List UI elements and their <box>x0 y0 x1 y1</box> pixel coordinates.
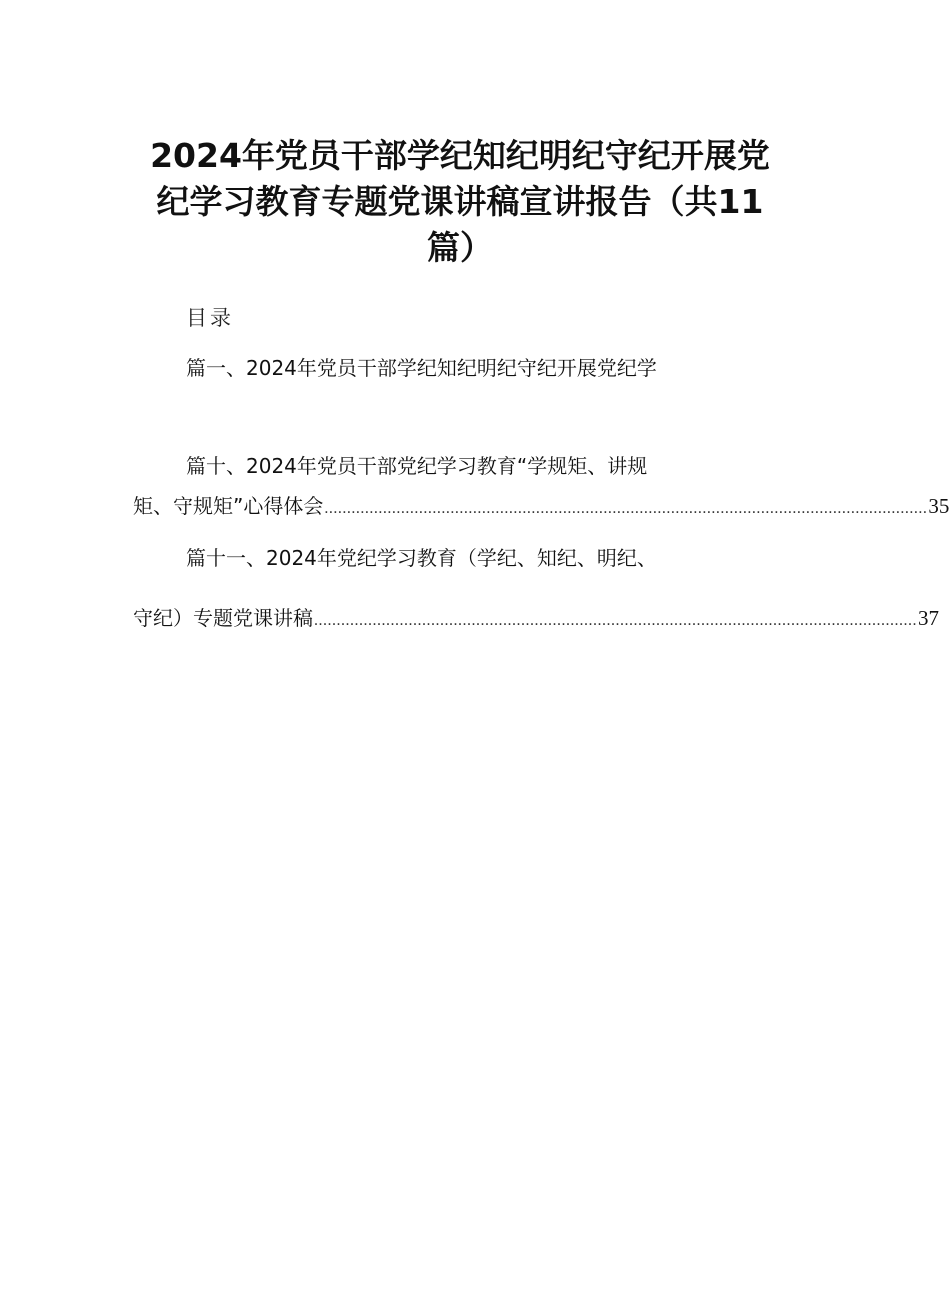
toc-entry-10-page: 35 <box>928 494 949 518</box>
toc-entry-10-line-2[interactable] <box>133 491 949 521</box>
toc-entry-11-line-2[interactable] <box>133 603 939 633</box>
toc-entry-11-text: 守纪）专题党课讲稿 <box>133 606 313 630</box>
toc-entry-11-line-1[interactable]: 篇十一、2024年党纪学习教育（学纪、知纪、明纪、 <box>186 546 657 570</box>
toc-entry-10-line-1[interactable]: 篇十、2024年党员干部党纪学习教育“学规矩、讲规 <box>186 454 648 478</box>
toc-entry-1[interactable]: 篇一、2024年党员干部学纪知纪明纪守纪开展党纪学 <box>186 356 657 380</box>
toc-entry-11-page: 37 <box>918 606 939 630</box>
toc-heading: 目录 <box>186 306 234 330</box>
toc-entry-10-leader: ...................................................................................................................................... <box>324 500 928 517</box>
toc-entry-10-text: 矩、守规矩”心得体会 <box>133 494 324 518</box>
document-title-line-2: 纪学习教育专题党课讲稿宣讲报告（共11 <box>156 182 764 221</box>
toc-entry-11-leader: ...................................................................................................................................... <box>314 612 917 629</box>
document-title-line-3: 篇） <box>427 228 493 267</box>
document-title-line-1: 2024年党员干部学纪知纪明纪守纪开展党 <box>150 136 770 175</box>
